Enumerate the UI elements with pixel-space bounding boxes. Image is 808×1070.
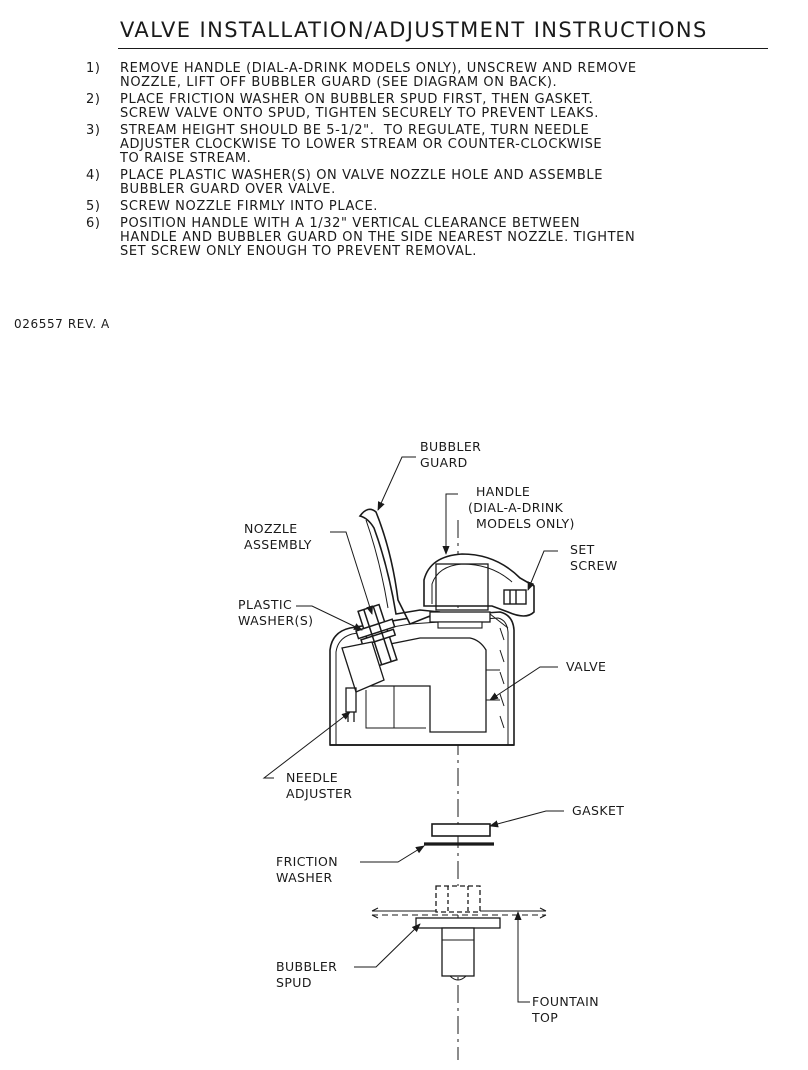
label-bubbler-spud — [276, 959, 342, 990]
label-line: SET — [570, 542, 595, 557]
leader-gasket — [490, 811, 564, 826]
page-title: VALVE INSTALLATION/ADJUSTMENT INSTRUCTIONS — [120, 18, 708, 42]
step-number: 4) — [86, 168, 101, 183]
label-line: BUBBLER — [420, 439, 482, 454]
label-line: BUBBLER — [276, 959, 338, 974]
leader-friction-washer — [360, 846, 424, 862]
step-number: 3) — [86, 123, 101, 138]
bubbler-spud-part — [416, 886, 500, 980]
step-line: REMOVE HANDLE (DIAL-A-DRINK MODELS ONLY), UNSCREW AND REMOVE — [120, 61, 637, 76]
label-fountain-top — [531, 994, 603, 1025]
label-line: VALVE — [566, 659, 607, 674]
label-friction-washer — [276, 854, 342, 885]
leader-fountain-top — [518, 912, 530, 1002]
leader-bubbler-guard — [378, 457, 416, 510]
label-line: NEEDLE — [286, 770, 339, 785]
document-revision: 026557 REV. A — [14, 317, 110, 331]
label-valve — [566, 659, 606, 674]
label-line: WASHER(S) — [238, 613, 314, 628]
step-line: HANDLE AND BUBBLER GUARD ON THE SIDE NEAREST NOZZLE. TIGHTEN — [120, 230, 636, 245]
step-line: STREAM HEIGHT SHOULD BE 5-1/2". TO REGULATE, TURN NEEDLE — [120, 123, 590, 138]
label-set-screw — [570, 542, 618, 573]
label-line: SCREW — [570, 558, 618, 573]
label-line: FRICTION — [276, 854, 339, 869]
step-number: 6) — [86, 216, 101, 231]
label-line: ADJUSTER — [286, 786, 353, 801]
step-line: PLACE PLASTIC WASHER(S) ON VALVE NOZZLE HOLE AND ASSEMBLE — [120, 168, 604, 183]
leader-nozzle-assembly — [330, 532, 372, 614]
gasket-part — [432, 824, 490, 836]
set-screw-part — [504, 590, 526, 604]
step-line: POSITION HANDLE WITH A 1/32" VERTICAL CLEARANCE BETWEEN — [120, 216, 581, 231]
leader-bubbler-spud — [354, 924, 420, 967]
step-line: BUBBLER GUARD OVER VALVE. — [120, 182, 336, 197]
label-line: PLASTIC — [238, 597, 293, 612]
leader-set-screw — [528, 551, 558, 590]
step-line: NOZZLE, LIFT OFF BUBBLER GUARD (SEE DIAGRAM ON BACK). — [120, 75, 558, 90]
step-number: 1) — [86, 61, 101, 76]
label-nozzle-assembly — [244, 521, 312, 552]
step-line: SCREW NOZZLE FIRMLY INTO PLACE. — [120, 199, 379, 214]
label-line: ASSEMBLY — [244, 537, 312, 552]
label-line: GASKET — [572, 803, 625, 818]
label-line: TOP — [532, 1010, 559, 1025]
label-needle-adjuster — [286, 770, 352, 801]
step-number: 2) — [86, 92, 101, 107]
leader-handle — [446, 494, 458, 554]
step-number: 5) — [86, 199, 101, 214]
label-line: FOUNTAIN — [532, 994, 599, 1009]
label-line: (DIAL-A-DRINK — [468, 500, 564, 515]
label-line: NOZZLE — [244, 521, 298, 536]
label-line: SPUD — [276, 975, 312, 990]
label-plastic-washer — [238, 597, 313, 628]
label-bubbler-guard — [420, 439, 486, 470]
label-handle — [468, 484, 575, 531]
label-line: GUARD — [420, 455, 468, 470]
step-line: PLACE FRICTION WASHER ON BUBBLER SPUD FIRST, THEN GASKET. — [120, 92, 594, 107]
step-line: ADJUSTER CLOCKWISE TO LOWER STREAM OR COUNTER-CLOCKWISE — [120, 137, 603, 152]
label-line: MODELS ONLY) — [476, 516, 575, 531]
label-gasket — [572, 803, 624, 818]
step-line: SCREW VALVE ONTO SPUD, TIGHTEN SECURELY TO PREVENT LEAKS. — [120, 106, 599, 121]
label-line: HANDLE — [476, 484, 531, 499]
step-line: TO RAISE STREAM. — [120, 151, 252, 166]
label-line: WASHER — [276, 870, 333, 885]
step-line: SET SCREW ONLY ENOUGH TO PREVENT REMOVAL. — [120, 244, 478, 259]
